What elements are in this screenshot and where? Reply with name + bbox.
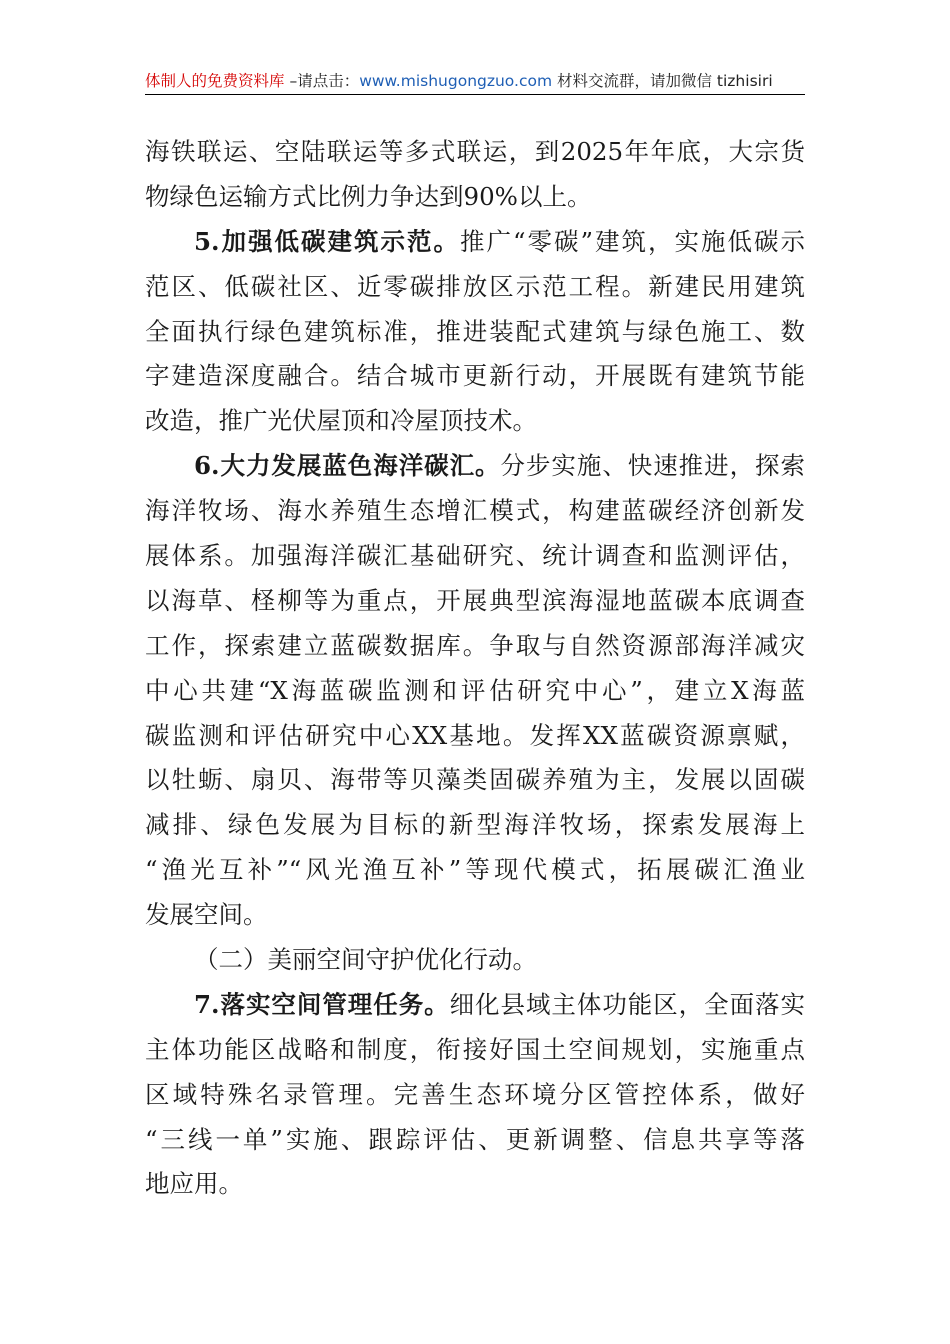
header-site-name: 体制人的免费资料库	[145, 72, 285, 90]
text-line: “三线一单”实施、跟踪评估、更新调整、信息共享等落	[145, 1124, 805, 1154]
text-line: 以牡蛎、扇贝、海带等贝藻类固碳养殖为主，发展以固碳	[145, 765, 805, 795]
text-line: 中心共建“X海蓝碳监测和评估研究中心”，建立X海蓝	[145, 675, 805, 705]
text-line: 全面执行绿色建筑标准，推进装配式建筑与绿色施工、数	[145, 316, 805, 346]
text-run: 分步实施、快速推进，探索	[500, 451, 805, 481]
section-heading: 6.大力发展蓝色海洋碳汇。	[194, 451, 501, 481]
text-run: 推广“零碳”建筑，实施低碳示	[460, 226, 805, 256]
text-line: 地应用。	[145, 1169, 243, 1199]
text-line: 主体功能区战略和制度，衔接好国土空间规划，实施重点	[145, 1034, 805, 1064]
paragraph-first-line	[145, 983, 805, 1028]
header-group-text: 材料交流群，请加微信 tizhisiri	[552, 72, 773, 90]
text-line: “渔光互补”“风光渔互补”等现代模式，拓展碳汇渔业	[145, 855, 805, 885]
section-heading: 7.落实空间管理任务。	[194, 989, 450, 1019]
text-line: 海洋牧场、海水养殖生态增汇模式，构建蓝碳经济创新发	[145, 496, 805, 526]
text-line: 改造，推广光伏屋顶和冷屋顶技术。	[145, 406, 537, 436]
subsection-title: （二）美丽空间守护优化行动。	[194, 945, 537, 975]
text-line: 范区、低碳社区、近零碳排放区示范工程。新建民用建筑	[145, 271, 805, 301]
text-line: 物绿色运输方式比例力争达到90%以上。	[145, 181, 592, 211]
text-line: 海铁联运、空陆联运等多式联运，到2025年年底，大宗货	[145, 137, 805, 166]
text-line: 碳监测和评估研究中心XX基地。发挥XX蓝碳资源禀赋，	[145, 720, 805, 750]
text-run: 细化县域主体功能区，全面落实	[449, 989, 805, 1019]
header-prompt: –请点击：	[284, 72, 360, 90]
text-line: 以海草、柽柳等为重点，开展典型滨海湿地蓝碳本底调查	[145, 585, 805, 615]
text-line: 展体系。加强海洋碳汇基础研究、统计调查和监测评估，	[145, 541, 805, 571]
text-line: 工作，探索建立蓝碳数据库。争取与自然资源部海洋减灾	[145, 630, 805, 660]
paragraph-first-line	[145, 220, 805, 265]
section-heading: 5.加强低碳建筑示范。	[194, 226, 461, 256]
header-url-link[interactable]: www.mishugongzuo.com	[359, 72, 553, 90]
document-body	[145, 130, 805, 1207]
paragraph-first-line	[145, 444, 805, 489]
page-header	[145, 68, 805, 95]
text-line: 减排、绿色发展为目标的新型海洋牧场，探索发展海上	[145, 810, 805, 840]
text-line: 区域特殊名录管理。完善生态环境分区管控体系，做好	[145, 1079, 805, 1109]
text-line: 字建造深度融合。结合城市更新行动，开展既有建筑节能	[145, 361, 805, 391]
text-line: 发展空间。	[145, 900, 268, 930]
